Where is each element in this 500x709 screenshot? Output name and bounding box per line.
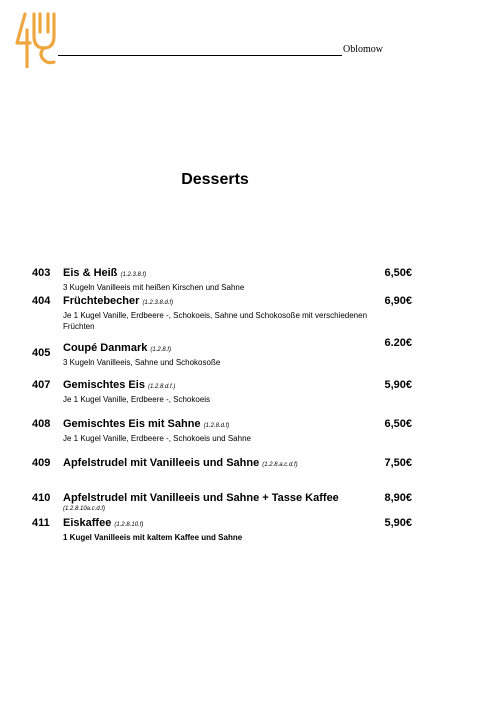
item-number: 411 [32,517,50,529]
allergen-codes: (1.2.8.d.f) [203,423,230,429]
item-name: Gemischtes Eis mit Sahne [63,418,201,430]
item-price: 7,50€ [384,457,412,469]
allergen-codes: (1.2.8.a.c.d.f) [262,462,298,468]
allergen-codes: (1.2.8.10.f) [114,522,144,528]
item-description: Je 1 Kugel Vanille, Erdbeere -, Schokoeis [63,395,211,404]
item-number: 410 [32,492,51,504]
restaurant-logo [14,10,58,68]
item-price: 6,90€ [384,295,412,307]
allergen-codes: (1.2.8.10a.c.d.f) [63,506,106,512]
allergen-codes: (1.2.8.d.f.) [148,384,176,390]
item-name: Eiskaffee [63,517,112,529]
item-name: Gemischtes Eis [63,379,145,391]
item-price: 5,90€ [384,379,412,391]
allergen-codes: (1.2.8.f) [150,347,172,353]
item-description: 3 Kugeln Vanilleeis, Sahne und Schokosoße [63,358,221,367]
item-description: 1 Kugel Vanilleeis mit kaltem Kaffee und Sahne [63,533,243,542]
item-name: Früchtebecher [63,295,140,307]
item-name: Apfelstrudel mit Vanilleeis und Sahne + Tasse Kaffee [63,492,339,504]
item-number: 404 [32,295,51,307]
item-description: Je 1 Kugel Vanille, Erdbeere -, Schokoeis und Sahne [63,434,251,443]
item-price: 5,90€ [384,517,412,529]
item-price: 8,90€ [384,492,412,504]
item-number: 407 [32,379,51,391]
item-price: 6,50€ [384,267,412,279]
item-price: 6,50€ [384,418,412,430]
item-number: 408 [32,418,51,430]
restaurant-name: Oblomow [343,44,383,55]
item-price: 6.20€ [384,337,412,349]
page-title: Desserts [181,171,249,188]
item-name: Coupé Danmark [63,342,148,354]
item-description: Je 1 Kugel Vanille, Erdbeere -, Schokoeis, Sahne und Schokosoße mit verschiedenen Früchten [63,311,368,331]
allergen-codes: (1.2.3.8.f) [120,272,147,278]
header-rule [58,55,342,56]
item-number: 403 [32,267,51,279]
item-name: Apfelstrudel mit Vanilleeis und Sahne [63,457,260,469]
allergen-codes: (1.2.3.8.d.f) [142,300,174,306]
item-name: Eis & Heiß [63,267,118,279]
item-number: 409 [32,457,51,469]
item-description: 3 Kugeln Vanilleeis mit heißen Kirschen und Sahne [63,283,245,292]
item-number: 405 [32,347,51,359]
